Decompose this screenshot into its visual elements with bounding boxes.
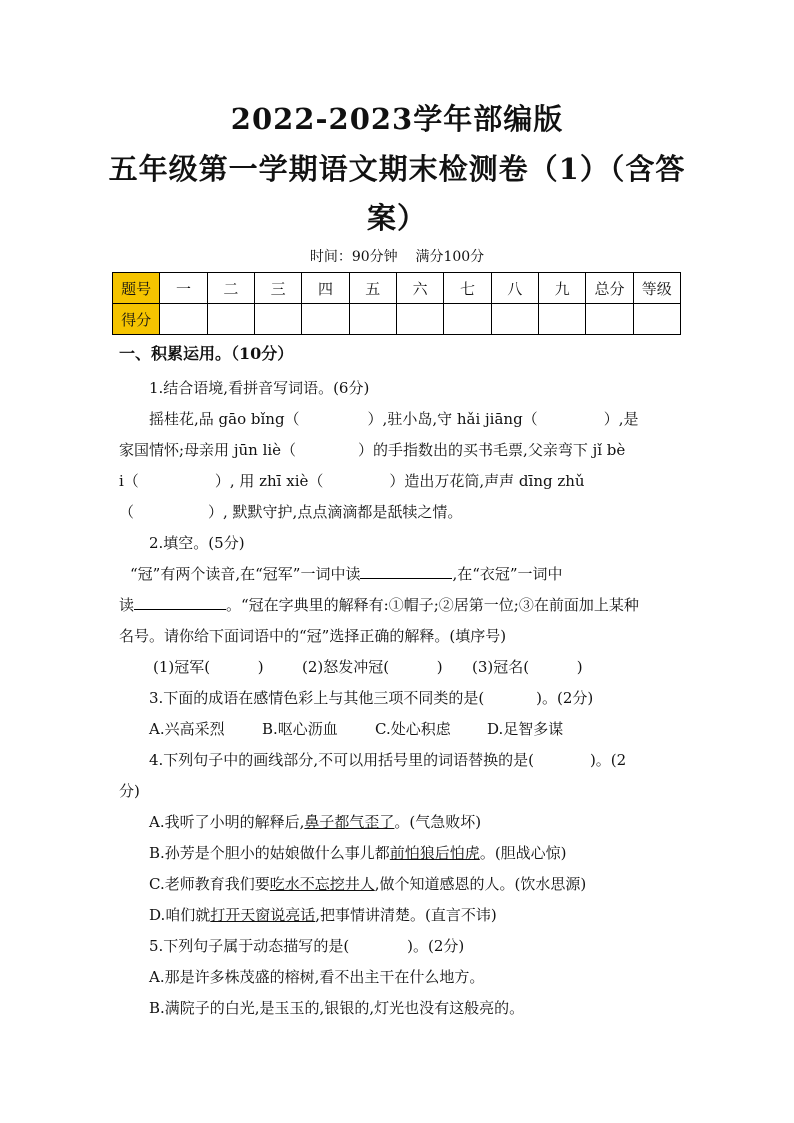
score-cell[interactable] [254,304,301,335]
q4-text: ,做个知道感恩的人。(饮水思源) [374,875,587,893]
q4-stem-cont: 分) [119,782,140,800]
q1-text: ）造出万花筒,声声 dīng zhǔ [389,472,585,490]
score-cell[interactable] [538,304,585,335]
q3-stem [149,688,593,708]
score-cell[interactable] [160,304,207,335]
score-table-score-row [113,304,681,335]
score-table-score-label: 得分 [113,304,160,335]
q4-underlined: 吃水不忘挖井人 [269,875,375,893]
q1-text: ）,驻小岛,守 hǎi jiāng（ [367,410,538,428]
score-table-col: 七 [444,273,491,304]
answer-blank[interactable] [134,595,226,610]
q4-option-c[interactable] [149,874,586,894]
q1-line3 [119,471,585,491]
score-table-col: 五 [349,273,396,304]
q4-stem [149,750,626,770]
q1-line2 [119,440,625,460]
exam-title-line3: 案） [366,201,427,235]
q5-text: )。(2分) [407,937,465,955]
score-table [112,272,681,335]
answer-blank[interactable] [360,564,452,579]
score-cell[interactable] [396,304,443,335]
score-table-col: 一 [160,273,207,304]
q2-text: ,在“衣冠”一词中 [452,565,563,583]
q3-text: )。(2分) [536,689,594,707]
score-table-col: 等级 [633,273,680,304]
q1-text: 家国情怀;母亲用 jūn liè（ [119,441,297,459]
q2-option-1: (1)冠军( ) [153,658,264,676]
q5-option-a[interactable]: A.那是许多株茂盛的榕树,看不出主干在什么地方。 [149,968,485,986]
score-table-col: 二 [207,273,254,304]
q4-text: C.老师教育我们要 [149,875,270,893]
score-cell[interactable] [302,304,349,335]
q1-text: 摇桂花,品 gāo bǐng（ [149,410,300,428]
q1-text: （ [119,503,135,521]
q1-line1 [149,409,638,429]
q1-text: i（ [119,472,139,490]
exam-title-line1: 2022-2023学年部编版 [230,102,564,136]
q2-text: 读 [119,596,135,614]
q2-line1 [130,564,563,584]
score-cell[interactable] [491,304,538,335]
score-table-col: 六 [396,273,443,304]
q4-text: ,把事情讲清楚。(直言不讳) [315,906,497,924]
q1-text: ）, 用 zhī xiè（ [214,472,324,490]
q2-text: “冠”有两个读音,在“冠军”一词中读 [130,565,361,583]
score-table-col: 三 [254,273,301,304]
score-cell[interactable] [444,304,491,335]
q1-text: ）的手指数出的买书毛票,父亲弯下 jǐ bè [358,441,626,459]
q3-text: 3.下面的成语在感情色彩上与其他三项不同类的是( [149,689,485,707]
q4-underlined: 鼻子都气歪了 [304,813,395,831]
q5-stem [149,936,464,956]
score-cell[interactable] [633,304,680,335]
q5-text: 5.下列句子属于动态描写的是( [149,937,350,955]
q2-line3: 名号。请你给下面词语中的“冠”选择正确的解释。(填序号) [119,627,507,645]
score-table-head-row [113,273,681,304]
q4-text: B.孙芳是个胆小的姑娘做什么事儿都 [149,844,390,862]
q2-option-2: (2)怒发冲冠( ) [302,658,443,676]
q4-text: D.咱们就 [149,906,211,924]
q4-underlined: 打开天窗说亮话 [210,906,316,924]
q4-option-d[interactable] [149,905,497,925]
q2-line2 [119,595,639,615]
q4-option-b[interactable] [149,843,567,863]
score-cell[interactable] [349,304,396,335]
q1-text: ）,是 [603,410,639,428]
q4-underlined: 前怕狼后怕虎 [389,844,480,862]
q2-stem: 2.填空。(5分) [149,534,245,552]
q4-text: 。(胆战心惊) [479,844,567,862]
q3-option-d[interactable]: D.足智多谋 [487,720,564,738]
q4-text: A.我听了小明的解释后, [149,813,305,831]
exam-title-line2: 五年级第一学期语文期末检测卷（1）（含答 [108,152,686,186]
exam-meta: 时间：90分钟 满分100分 [309,249,485,265]
q4-text: )。(2 [589,751,627,769]
q2-option-3: (3)冠名( ) [472,658,583,676]
q1-text: ）, 默默守护,点点滴滴都是舐犊之情。 [208,503,463,521]
score-table-col: 九 [538,273,585,304]
score-cell[interactable] [586,304,633,335]
q4-text: 4.下列句子中的画线部分,不可以用括号里的词语替换的是( [149,751,534,769]
q3-option-c[interactable]: C.处心积虑 [375,720,451,738]
q1-stem: 1.结合语境,看拼音写词语。(6分) [149,379,370,397]
q5-option-b[interactable]: B.满院子的白光,是玉玉的,银银的,灯光也没有这般亮的。 [149,999,525,1017]
score-table-col: 八 [491,273,538,304]
q4-option-a[interactable] [149,812,481,832]
score-table-head-label: 题号 [113,273,160,304]
q3-option-a[interactable]: A.兴高采烈 [149,720,225,738]
section1-heading: 一、积累运用。（10分） [119,344,294,363]
q1-line4 [119,502,462,522]
q4-text: 。(气急败坏) [394,813,482,831]
q3-option-b[interactable]: B.呕心沥血 [262,720,338,738]
score-cell[interactable] [207,304,254,335]
score-table-col: 总分 [586,273,633,304]
score-table-col: 四 [302,273,349,304]
q2-text: 。“冠在字典里的解释有:①帽子;②居第一位;③在前面加上某种 [226,596,639,614]
